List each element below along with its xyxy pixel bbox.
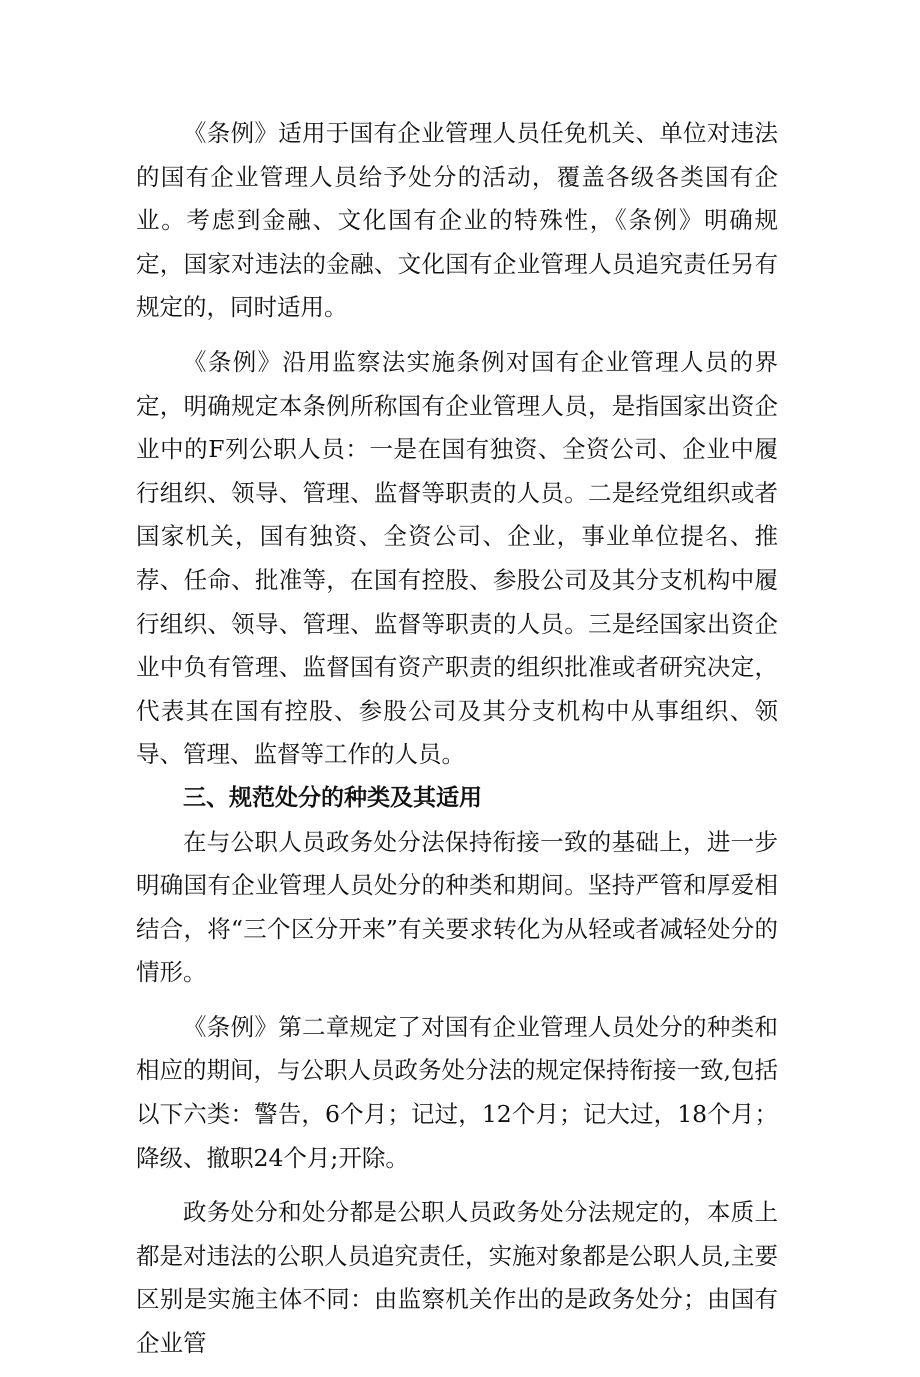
paragraph-principles: 在与公职人员政务处分法保持衔接一致的基础上，进一步明确国有企业管理人员处分的种类和期间。坚持严管和厚爱相结合，将“三个区分开来”有关要求转化为从轻或者减轻处分的情形。 [136, 827, 778, 987]
section-heading: 三、规范处分的种类及其适用 [183, 784, 482, 811]
paragraph-scope: 《条例》适用于国有企业管理人员任免机关、单位对违法的国有企业管理人员给予处分的活动，覆盖各级各类国有企业。考虑到金融、文化国有企业的特殊性，《条例》明确规定，国家对违法的金融、文化国有企业管理人员追究责任另有规定的，同时适用。 [136, 119, 778, 322]
paragraph-definition: 《条例》沿用监察法实施条例对国有企业管理人员的界定，明确规定本条例所称国有企业管理人员，是指国家出资企业中的F列公职人员：一是在国有独资、全资公司、企业中履行组织、领导、管理、监督等职责的人员。二是经党组织或者国家机关，国有独资、全资公司、企业，事业单位提名、推荐、任命、批准等，在国有控股、参股公司及其分支机构中履行组织、领导、管理、监督等职责的人员。三是经国家出资企业中负有管理、监督国有资产职责的组织批准或者研究决定，代表其在国有控股、参股公司及其分支机构中从事组织、领导、管理、监督等工作的人员。 [136, 347, 778, 769]
paragraph-distinction: 政务处分和处分都是公职人员政务处分法规定的，本质上都是对违法的公职人员追究责任，实施对象都是公职人员,主要区别是实施主体不同：由监察机关作出的是政务处分；由国有企业管 [136, 1198, 778, 1358]
document-page [136, 112, 778, 1377]
paragraph-types: 《条例》第二章规定了对国有企业管理人员处分的种类和相应的期间，与公职人员政务处分法的规定保持衔接一致,包括以下六类：警告，6个月；记过，12个月；记大过，18个月；降级、撤职24个月;开除。 [136, 1012, 778, 1172]
